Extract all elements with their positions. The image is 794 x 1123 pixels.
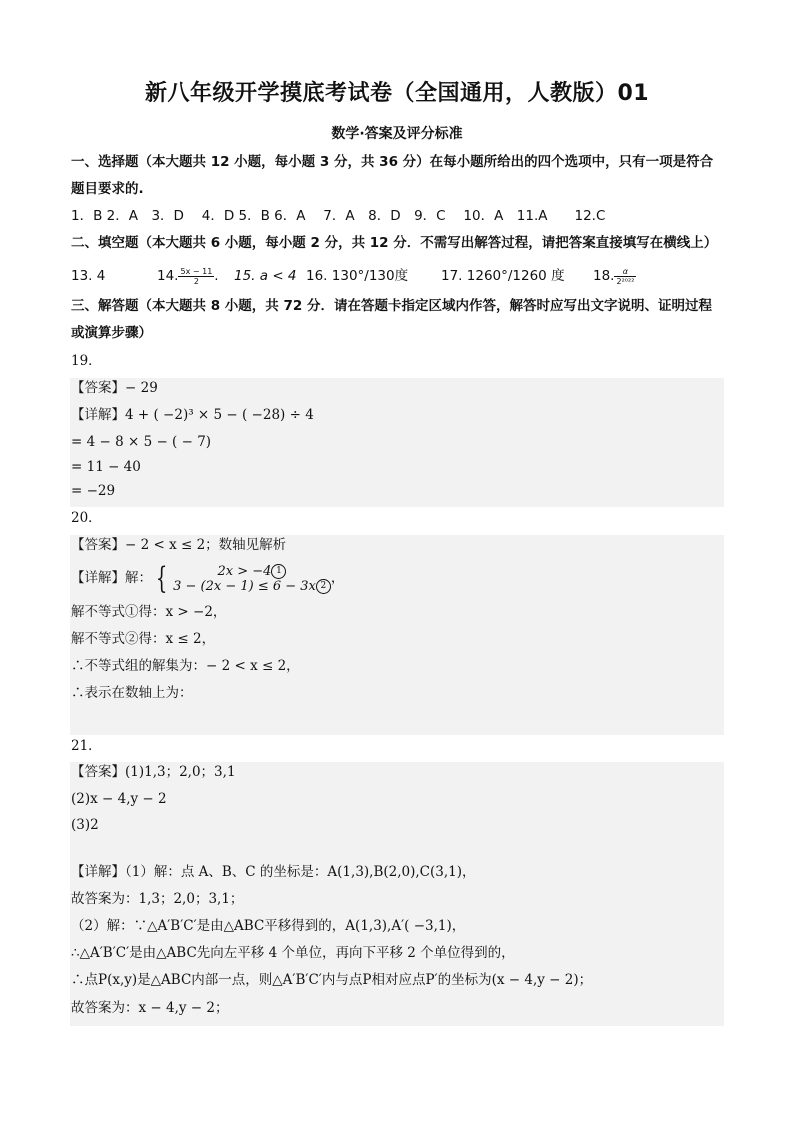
answer-14-numerator: 5x − 11 bbox=[180, 266, 213, 276]
q21-answer-2: (2)x − 4,y − 2 bbox=[71, 791, 167, 807]
q19-answer: − 29 bbox=[125, 380, 158, 396]
page-title: 新八年级开学摸底考试卷（全国通用，人教版）01 bbox=[144, 81, 650, 106]
answer-14-denominator: 2 bbox=[193, 276, 199, 286]
section1-answers: 1．B 2．A 3．D 4．D 5．B 6．A 7．A 8．D 9．C 10．A 11.A 12.C bbox=[71, 208, 606, 224]
q20-number: 20． bbox=[71, 510, 102, 526]
section1-heading-line2: 题目要求的. bbox=[71, 181, 144, 197]
system-line-1: 2x > −4 bbox=[217, 563, 272, 579]
answer-15: 15. a < 4 bbox=[234, 268, 297, 284]
answer-13: 13. 4 bbox=[71, 268, 106, 284]
answer-18-prefix: 18. bbox=[593, 268, 615, 284]
section2-heading: 二、填空题（本大题共 6 小题，每小题 2 分，共 12 分．不需写出解答过程，请把答案直接填写在横线上） bbox=[71, 235, 718, 251]
q20-answer: − 2 < x ≤ 2；数轴见解析 bbox=[125, 537, 287, 553]
answer-14-fraction bbox=[178, 267, 214, 286]
answer-14-suffix: . bbox=[214, 268, 219, 284]
page-subtitle: 数学·答案及评分标准 bbox=[331, 126, 463, 142]
q20-system-tail: ， bbox=[330, 570, 345, 586]
q19-answer-line bbox=[71, 378, 158, 398]
q20-step-4: ∴表示在数轴上为： bbox=[71, 685, 193, 701]
answer-18 bbox=[593, 266, 636, 286]
q21-answer-line bbox=[71, 762, 236, 782]
answer-16: 16. 130°/130度 bbox=[306, 268, 409, 284]
q21-answer-tag: 【答案】 bbox=[71, 764, 125, 780]
q20-step-1: 解不等式①得：x > −2， bbox=[71, 604, 227, 620]
q20-detail-intro: 解： bbox=[125, 570, 152, 586]
q19-step-2: = 4 − 8 × 5 − ( − 7) bbox=[71, 434, 212, 450]
q19-answer-tag: 【答案】 bbox=[71, 380, 125, 396]
q19-detail-line bbox=[71, 405, 314, 425]
q20-step-3: ∴不等式组的解集为：− 2 < x ≤ 2， bbox=[71, 658, 300, 674]
q19-detail-tag: 【详解】 bbox=[71, 407, 125, 423]
q19-step-4: = −29 bbox=[71, 483, 116, 499]
q20-answer-line bbox=[71, 535, 286, 555]
section1-heading-line1: 一、选择题（本大题共 12 小题，每小题 3 分，共 36 分）在每小题所给出的四个选项中，只有一项是符合 bbox=[71, 154, 714, 170]
q21-answer-3: (3)2 bbox=[71, 817, 99, 833]
q20-detail-line bbox=[71, 560, 344, 596]
q21-detail-line bbox=[71, 862, 476, 882]
q20-answer-tag: 【答案】 bbox=[71, 537, 125, 553]
section3-heading-line2: 或演算步骤） bbox=[71, 325, 152, 341]
section3-heading-line1: 三、解答题（本大题共 8 小题，共 72 分．请在答题卡指定区域内作答，解答时应写出文字说明、证明过程 bbox=[71, 298, 712, 314]
q20-step-2: 解不等式②得：x ≤ 2， bbox=[71, 631, 216, 647]
q21-detail-tag: 【详解】 bbox=[71, 864, 125, 880]
q19-step-3: = 11 − 40 bbox=[71, 459, 141, 475]
system-line-2: 3 − (2x − 1) ≤ 6 − 3x bbox=[173, 578, 316, 594]
answer-17: 17. 1260°/1260 度 bbox=[441, 268, 565, 284]
q21-step-4: ∴△A′B′C′是由△ABC先向左平移 4 个单位，再向下平移 2 个单位得到的， bbox=[71, 945, 515, 961]
answer-14-prefix: 14. bbox=[157, 268, 179, 284]
q20-detail-tag: 【详解】 bbox=[71, 570, 125, 586]
q21-answer-1: (1)1,3；2,0；3,1 bbox=[125, 764, 236, 780]
q21-step-6: 故答案为：x − 4,y − 2； bbox=[71, 1000, 229, 1016]
q21-step-2: 故答案为：1,3；2,0；3,1； bbox=[71, 891, 244, 907]
q19-number: 19． bbox=[71, 353, 102, 369]
q19-step-1: 4 + ( −2)³ × 5 − ( −28) ÷ 4 bbox=[125, 407, 314, 423]
circled-2-icon: 2 bbox=[316, 579, 331, 594]
q21-step-1: （1）解：点 A、B、C 的坐标是：A(1,3),B(2,0),C(3,1)， bbox=[125, 864, 476, 880]
inequality-system bbox=[173, 564, 331, 594]
answer-18-fraction bbox=[614, 267, 636, 286]
q21-number: 21． bbox=[71, 738, 102, 754]
q21-step-5: ∴点P(x,y)是△ABC内部一点，则△A′B′C′内与点P相对应点P′的坐标为(x − 4,y − 2)； bbox=[71, 972, 593, 988]
answer-18-numerator: α bbox=[614, 267, 636, 277]
system-brace-icon: { bbox=[155, 560, 168, 596]
circled-1-icon: 1 bbox=[271, 564, 286, 579]
answer-18-denominator: 2²⁰²² bbox=[616, 276, 635, 286]
q21-step-3: （2）解：∵△A′B′C′是由△ABC平移得到的，A(1,3),A′( −3,1)， bbox=[71, 918, 466, 934]
answer-14 bbox=[157, 266, 219, 286]
